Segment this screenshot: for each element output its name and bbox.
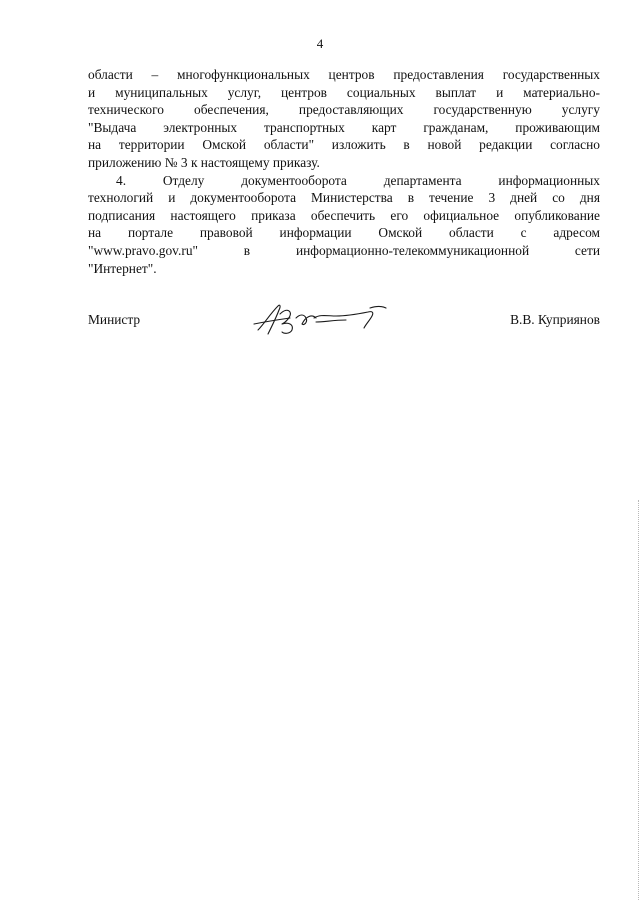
text-line: технологий и документооборота Министерства в течение 3 дней со дня xyxy=(88,190,600,206)
text-line: и муниципальных услуг, центров социальных выплат и материально- xyxy=(88,84,600,100)
text-line: технического обеспечения, предоставляющих государственную услугу xyxy=(88,102,600,118)
scan-edge-line xyxy=(637,500,639,900)
text-line: на портале правовой информации Омской области с адресом xyxy=(88,225,600,241)
paragraph-item-4 xyxy=(88,172,600,278)
text-line: приложению № 3 к настоящему приказу. xyxy=(88,154,320,170)
signer-name: В.В. Куприянов xyxy=(510,312,600,327)
text-line: 4. Отделу документооборота департамента информационных xyxy=(116,172,600,188)
text-line: области – многофункциональных центров предоставления государственных xyxy=(88,67,600,82)
text-line: "www.pravo.gov.ru" в информационно-телекоммуникационной сети xyxy=(88,242,600,258)
text-line: подписания настоящего приказа обеспечить его официальное опубликование xyxy=(88,207,600,223)
document-body xyxy=(88,66,600,277)
page-number: 4 xyxy=(316,36,324,51)
handwritten-signature xyxy=(250,300,400,340)
text-line: на территории Омской области" изложить в новой редакции согласно xyxy=(88,137,600,153)
signature-block xyxy=(88,306,600,346)
paragraph-appendix-3 xyxy=(88,66,600,172)
signer-title: Министр xyxy=(88,312,141,327)
text-line: "Интернет". xyxy=(88,260,157,276)
text-line: "Выдача электронных транспортных карт гражданам, проживающим xyxy=(88,119,600,135)
